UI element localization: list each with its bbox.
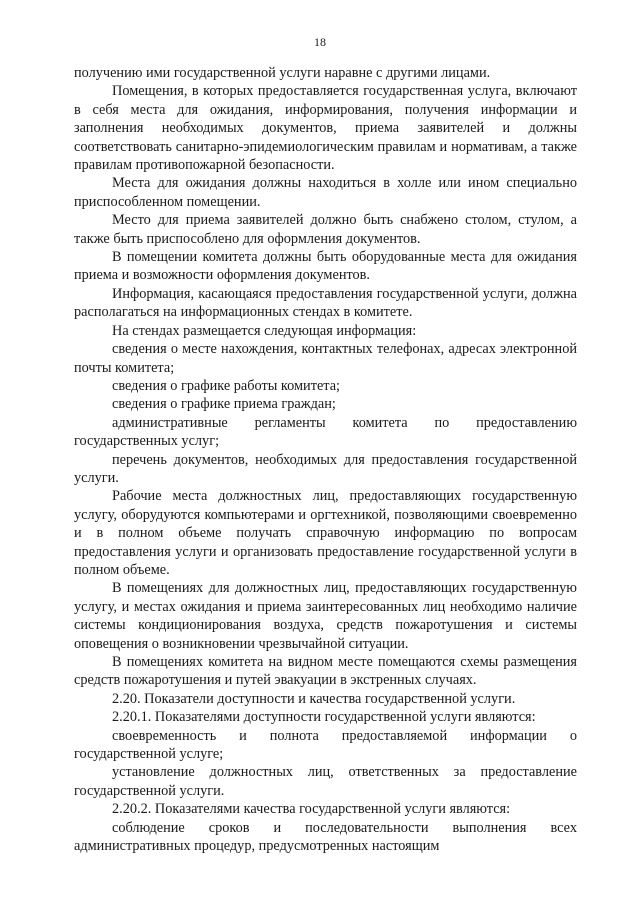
paragraph: Помещения, в которых предоставляется государственная услуга, включают в себя места для ожидания, информирования, получения информации и заполнения необходимых документов, приема заявителей и должны соответствовать санитарно-эпидемиологическим правилам и нормативам, а также правилам противопожарной безопасности. (74, 83, 577, 174)
paragraph: сведения о графике работы комитета; (112, 377, 341, 394)
paragraph: В помещении комитета должны быть оборудованные места для ожидания приема и возможности оформления документов. (74, 249, 577, 284)
paragraph: получению ими государственной услуги наравне с другими лицами. (74, 65, 491, 81)
paragraph: Места для ожидания должны находиться в холле или ином специально приспособленном помещении. (74, 175, 577, 210)
paragraph: перечень документов, необходимых для предоставления государственной услуги. (74, 451, 577, 486)
paragraph: сведения о графике приема граждан; (112, 396, 336, 413)
paragraph: Рабочие места должностных лиц, предоставляющих государственную услугу, оборудуются компьютерами и оргтехникой, позволяющими своевременно и в полном объеме получать справочную информацию по вопросам предоставления услуги и организовать предоставление государственной услуги в полном объеме. (74, 488, 577, 578)
paragraph: В помещениях для должностных лиц, предоставляющих государственную услугу, и местах ожидания и приема заинтересованных лиц необходимо наличие системы кондиционирования воздуха, средств пожаротушения и системы оповещения о возникновении чрезвычайной ситуации. (74, 580, 577, 652)
paragraph: соблюдение сроков и последовательности выполнения всех административных процедур, предусмотренных настоящим (74, 819, 577, 855)
paragraph: Информация, касающаяся предоставления государственной услуги, должна располагаться на информационных стендах в комитете. (74, 285, 577, 321)
subsection-heading: 2.20.2. Показателями качества государственной услуги являются: (112, 801, 511, 818)
page-number: 18 (314, 35, 326, 49)
section-heading: 2.20. Показатели доступности и качества государственной услуги. (112, 690, 516, 707)
paragraph: На стендах размещается следующая информация: (112, 322, 417, 339)
document-body (74, 64, 577, 855)
paragraph: сведения о месте нахождения, контактных телефонах, адресах электронной почты комитета; (74, 341, 577, 376)
paragraph: Место для приема заявителей должно быть снабжено столом, стулом, а также быть приспособлено для оформления документов. (74, 212, 577, 247)
paragraph: административные регламенты комитета по предоставлению государственных услуг; (74, 414, 577, 450)
subsection-heading: 2.20.1. Показателями доступности государственной услуги являются: (112, 709, 536, 726)
paragraph: своевременность и полнота предоставляемой информации о государственной услуге; (74, 727, 577, 763)
paragraph: установление должностных лиц, ответственных за предоставление государственной услуги. (74, 764, 577, 799)
paragraph: В помещениях комитета на видном месте помещаются схемы размещения средств пожаротушения и путей эвакуации в экстренных случаях. (74, 654, 577, 689)
